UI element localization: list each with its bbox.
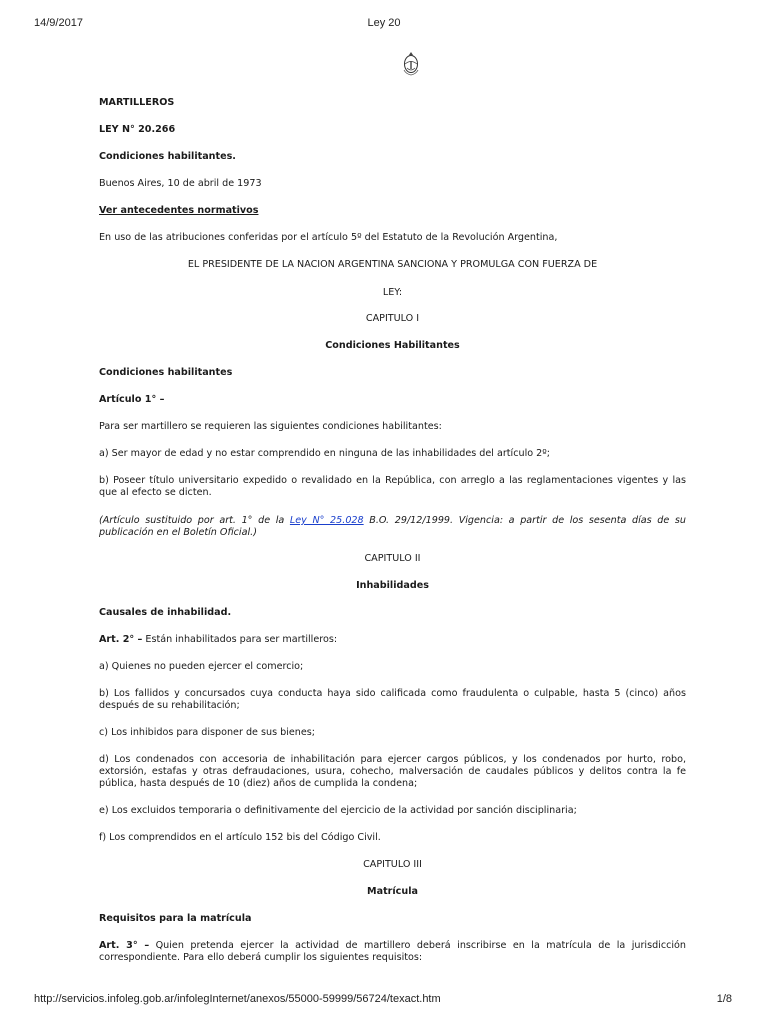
article-1-item-b: b) Poseer título universitario expedido o revalidado en la República, con arreglo a las reglamentaciones vigentes y las que al efecto se dicten. <box>99 475 686 498</box>
doc-subtitle: Condiciones habilitantes. <box>99 151 236 162</box>
chapter-2-heading: CAPITULO II <box>364 553 421 564</box>
article-2-intro <box>99 634 686 646</box>
article-1-note <box>99 515 686 539</box>
chapter-1-heading: CAPITULO I <box>365 313 420 324</box>
law-number: LEY N° 20.266 <box>99 124 176 135</box>
doc-heading: MARTILLEROS <box>99 97 175 108</box>
article-2-item-d: d) Los condenados con accesoria de inhabilitación para ejercer cargos públicos, y los condenados por hurto, robo, extorsión, estafas y otras defraudaciones, usura, cohecho, malversación de caudales públicos y delitos contra la fe pública, hasta después de 10 (diez) años de cumplida la condena; <box>99 754 686 789</box>
national-seal-icon <box>402 50 420 76</box>
article-3-label: Art. 3° – <box>99 940 150 951</box>
ley-line: LEY: <box>382 287 403 298</box>
chapter-3-heading: CAPITULO III <box>363 859 422 870</box>
article-1-text: Para ser martillero se requieren las siguientes condiciones habilitantes: <box>99 421 442 432</box>
article-3-intro <box>99 940 686 964</box>
article-2-text: Están inhabilitados para ser martilleros: <box>142 634 338 645</box>
ley-25028-link[interactable]: Ley N° 25.028 <box>289 515 364 526</box>
page-url: http://servicios.infoleg.gob.ar/infolegInternet/anexos/55000-59999/56724/texact.htm <box>34 993 441 1005</box>
article-2-label: Art. 2° – <box>99 634 143 645</box>
chapter-1-title: Condiciones Habilitantes <box>325 340 460 351</box>
antecedentes-link[interactable]: Ver antecedentes normativos <box>99 205 259 216</box>
chapter-3-title: Matrícula <box>367 886 418 897</box>
sanciona-line: EL PRESIDENTE DE LA NACION ARGENTINA SANCIONA Y PROMULGA CON FUERZA DE <box>187 259 598 270</box>
page-number: 1/8 <box>716 993 732 1005</box>
note-suffix: B.O. 29/12/1999. Vigencia: a partir de los sesenta días de su publicación en el Boletín Oficial.) <box>99 515 686 538</box>
article-1-label: Artículo 1° – <box>99 394 165 405</box>
preamble: En uso de las atribuciones conferidas por el artículo 5º del Estatuto de la Revolución Argentina, <box>99 232 558 243</box>
page-title: Ley 20 <box>367 17 401 29</box>
article-2-item-c: c) Los inhibidos para disponer de sus bienes; <box>99 727 315 738</box>
article-3-text: Quien pretenda ejercer la actividad de martillero deberá inscribirse en la matrícula de la jurisdicción correspondiente. Para ello deberá cumplir los siguientes requisitos: <box>99 940 686 963</box>
article-2-item-a: a) Quienes no pueden ejercer el comercio; <box>99 661 304 672</box>
article-2-item-b: b) Los fallidos y concursados cuya conducta haya sido calificada como fraudulenta o culpable, hasta 5 (cinco) años después de su rehabilitación; <box>99 688 686 711</box>
section-1-title: Condiciones habilitantes <box>99 367 233 378</box>
chapter-2-title: Inhabilidades <box>356 580 429 591</box>
section-2-title: Causales de inhabilidad. <box>99 607 232 618</box>
section-3-title: Requisitos para la matrícula <box>99 913 252 924</box>
article-2-item-e: e) Los excluidos temporaria o definitivamente del ejercicio de la actividad por sanción disciplinaria; <box>99 805 577 816</box>
article-1-item-a: a) Ser mayor de edad y no estar comprendido en ninguna de las inhabilidades del artículo 2º; <box>99 448 551 459</box>
article-2-item-f: f) Los comprendidos en el artículo 152 bis del Código Civil. <box>99 832 381 843</box>
print-date: 14/9/2017 <box>34 17 83 29</box>
place-date: Buenos Aires, 10 de abril de 1973 <box>99 178 262 189</box>
note-prefix: (Artículo sustituido por art. 1° de la <box>99 515 290 526</box>
